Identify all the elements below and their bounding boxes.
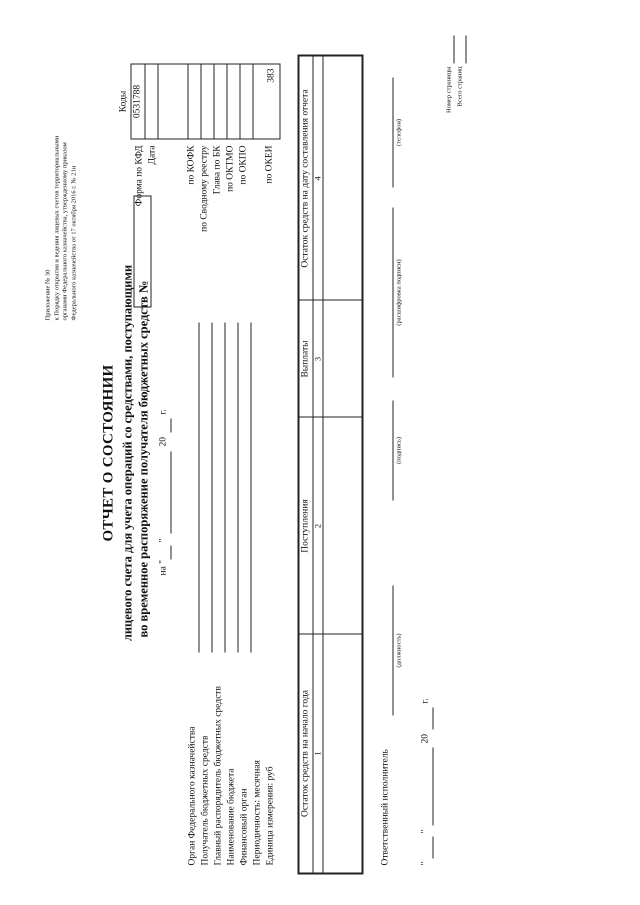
position-line[interactable] (392, 585, 393, 715)
field-unit: Единица измерения: руб (265, 765, 275, 865)
report-subtitle-1: лицевого счета для учета операций со средствами, поступающими (120, 264, 134, 641)
code-label-okei: по ОКЕИ (264, 145, 274, 184)
annex-line: органами Федерального казначейства, утвержденному приказом (61, 141, 68, 320)
bottom-date-year-suffix: г. (420, 697, 430, 703)
code-label-kofk: по КОФК (186, 145, 196, 185)
table-cell-payments[interactable] (322, 300, 357, 417)
field-fk-organ: Орган Федерального казначейства (187, 726, 197, 865)
table-col-number: 2 (312, 523, 322, 528)
decoding-caption: (расшифровка подписи) (395, 258, 402, 326)
page-number-label: Номер страницы (445, 66, 452, 113)
bottom-date-day-line[interactable] (432, 836, 433, 858)
signature-line[interactable] (392, 400, 393, 500)
signature-caption: (подпись) (395, 436, 402, 464)
phone-caption: (телефон) (395, 118, 402, 146)
codes-box (130, 63, 280, 139)
responsible-label: Ответственный исполнитель (380, 748, 390, 865)
fill-line-chief-manager[interactable] (224, 322, 225, 652)
decoding-line[interactable] (392, 207, 393, 377)
table-cell-receipts[interactable] (322, 417, 357, 634)
phone-line[interactable] (392, 77, 393, 187)
field-recipient: Получатель бюджетных средств (200, 735, 210, 865)
field-finance-organ: Финансовый орган (239, 788, 249, 865)
code-value-kfd[interactable]: 0531788 (132, 84, 142, 118)
date-year-suffix: г. (158, 408, 168, 414)
table-header-start-balance: Остаток средств на начало года (300, 689, 310, 817)
code-label-date: Дата (147, 145, 157, 164)
field-periodicity: Периодичность: месячная (252, 759, 262, 865)
total-pages-line[interactable] (465, 35, 466, 63)
bottom-date-year-line[interactable] (432, 707, 433, 729)
date-close-quote: " (158, 538, 168, 542)
table-cell-end-balance[interactable] (322, 56, 357, 300)
bottom-date-month-line[interactable] (432, 747, 433, 825)
bottom-date-close-quote: " (420, 829, 430, 833)
code-label-kfd: Форма по КФД (134, 145, 144, 206)
field-chief-manager: Главный распорядитель бюджетных средств (213, 685, 223, 865)
date-year-prefix: 20 (158, 436, 168, 446)
fill-line-finance-organ[interactable] (250, 322, 251, 652)
table-col-number: 1 (312, 750, 322, 756)
table-header-end-balance: Остаток средств на дату составления отчета (300, 88, 310, 268)
bottom-date-year-prefix: 20 (420, 733, 430, 743)
report-subtitle-2: во временное распоряжение получателя бюджетных средств № (136, 280, 150, 637)
table-header-payments: Выплаты (300, 339, 310, 378)
fill-line-fk-organ[interactable] (198, 322, 199, 652)
total-pages-label: Всего страниц (456, 66, 463, 106)
table-cell-start-balance[interactable] (322, 634, 357, 872)
code-value-okei[interactable]: 383 (266, 68, 276, 83)
field-budget-name: Наименование бюджета (226, 768, 236, 865)
annex-line: Приложение № 30 (44, 269, 51, 320)
bottom-date-open-quote: " (420, 861, 430, 865)
date-month-line (170, 451, 171, 533)
annex-line: Федерального казначейства от 17 октября 2016 г. № 21н (69, 165, 77, 320)
date-open-quote: на " (158, 559, 168, 575)
table-col-number: 4 (312, 175, 322, 181)
position-caption: (должность) (395, 632, 402, 668)
date-day-line (170, 545, 171, 559)
annex-block (44, 135, 78, 320)
code-label-registry: по Сводному реестру (199, 145, 209, 232)
date-year-line (170, 418, 171, 432)
code-label-glava: Глава по БК (212, 145, 222, 194)
balance-table (297, 54, 363, 874)
fill-line-recipient[interactable] (211, 322, 212, 652)
table-header-receipts: Поступления (300, 498, 310, 553)
fill-line-budget-name[interactable] (237, 322, 238, 652)
table-col-number: 3 (312, 356, 322, 361)
page-number-line[interactable] (453, 35, 454, 63)
annex-line: к Порядку открытия и ведения лицевых счетов территориальными (52, 135, 60, 320)
codes-header: Коды (118, 90, 128, 112)
code-label-okpo: по ОКПО (238, 145, 248, 185)
code-label-oktmo: по ОКТМО (225, 145, 235, 192)
report-title: ОТЧЕТ О СОСТОЯНИИ (100, 363, 116, 542)
fields-list (186, 686, 277, 865)
